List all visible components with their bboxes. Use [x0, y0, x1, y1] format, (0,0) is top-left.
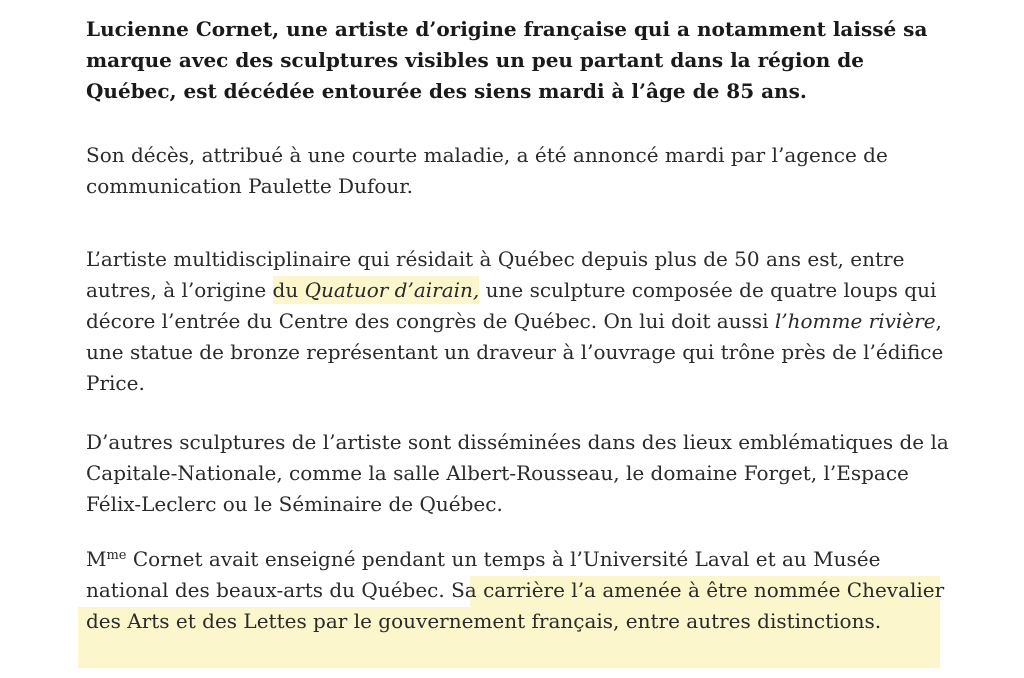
highlight-quatuor — [273, 276, 480, 304]
paragraph-other-sculptures: D’autres sculptures de l’artiste sont disséminées dans des lieux emblématiques de la Capitale-Nationale, comme la salle Albert-Rousseau, le domaine Forget, l’Espace Félix-Leclerc ou le Séminaire de Québec. — [86, 430, 949, 516]
paragraph-works-text-2: une sculpture composée de quatre loups qui décore l’entrée du Centre des congrès de Québec. On lui doit aussi — [86, 278, 937, 333]
work-title-quatuor: Quatuor d’airain, — [304, 278, 480, 302]
paragraph-career-text: Cornet avait enseigné pendant un temps à l’Université Laval et au Musée national des beaux-arts du Québec. — [86, 547, 881, 602]
paragraph-works — [86, 244, 956, 399]
paragraph-works-text-1: L’artiste multidisciplinaire qui résidait à Québec depuis plus de 50 ans est, entre autres, à l’origine — [86, 247, 905, 302]
honorific: M — [86, 547, 107, 571]
honorific-superscript: me — [106, 548, 127, 563]
paragraph-career — [86, 544, 956, 637]
article-lead: Lucienne Cornet, une artiste d’origine française qui a notamment laissé sa marque avec des sculptures visibles un peu partant dans la région de Québec, est décédée entourée des siens mardi à l’âge de 85 ans. — [86, 17, 928, 103]
highlight-du: du — [272, 278, 305, 302]
paragraph-works-text-3: , une statue de bronze représentant un draveur à l’ouvrage qui trône près de l’édifice Price. — [86, 309, 944, 395]
paragraph-death-announcement: Son décès, attribué à une courte maladie, a été annoncé mardi par l’agence de communication Paulette Dufour. — [86, 143, 888, 198]
article-body — [86, 14, 956, 633]
work-title-homme-riviere: l’homme rivière — [774, 309, 936, 333]
highlight-career: Sa carrière l’a amenée à être nommée Chevalier des Arts et des Lettes par le gouvernement français, entre autres distinctions. — [86, 578, 945, 633]
